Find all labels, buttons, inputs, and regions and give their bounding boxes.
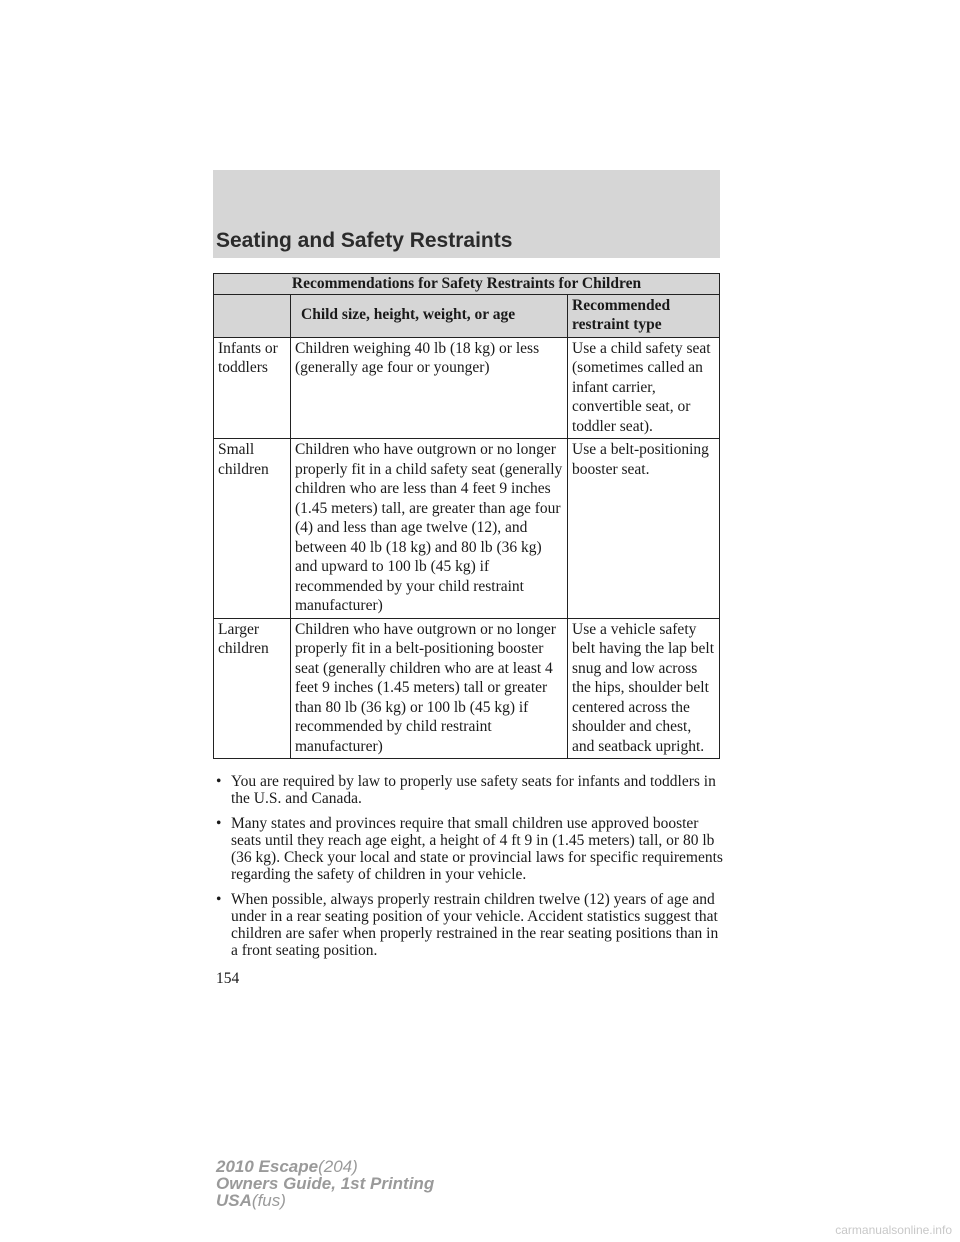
row-size: Children weighing 40 lb (18 kg) or less (generally age four or younger): [291, 337, 568, 439]
section-title: Seating and Safety Restraints: [216, 229, 513, 252]
table-caption: Recommendations for Safety Restraints for Children: [214, 274, 720, 295]
footer-model-code: (204): [318, 1157, 358, 1176]
site-watermark: carmanualsonline.info: [835, 1223, 952, 1237]
list-item-text: Many states and provinces require that small children use approved booster seats until they reach age eight, a height of 4 ft 9 in (1.45 meters) tall, or 80 lb (36 kg). Check your local and state or provincial laws for specific requirements regarding the safety of children in your vehicle.: [231, 815, 723, 883]
bullet-icon: •: [216, 773, 222, 790]
list-item-text: You are required by law to properly use safety seats for infants and toddlers in the U.S. and Canada.: [231, 773, 716, 807]
footer-model: 2010 Escape: [216, 1157, 319, 1176]
safety-notes-list: [216, 773, 726, 967]
row-size: Children who have outgrown or no longer properly fit in a child safety seat (generally children who are less than 4 feet 9 inches (1.45 meters) tall, are greater than age four (4) and less than age twelve (12), and between 40 lb (18 kg) and 80 lb (36 kg) and upward to 100 lb (45 kg) if recommended by your child restraint manufacturer): [291, 439, 568, 619]
table-caption-row: [214, 274, 720, 295]
list-item-text: When possible, always properly restrain children twelve (12) years of age and under in a rear seating position of your vehicle. Accident statistics suggest that children are safer when properly restrained in the rear seating positions than in a front seating position.: [231, 891, 719, 959]
footer-model-line: [216, 1158, 434, 1175]
list-item: [216, 891, 726, 959]
row-group: Larger children: [214, 618, 291, 759]
table-row: [214, 439, 720, 619]
table-row: [214, 337, 720, 439]
column-header-group: [214, 294, 291, 337]
page-number: 154: [216, 970, 240, 987]
row-restraint: Use a belt-positioning booster seat.: [568, 439, 720, 619]
table-header-row: [214, 294, 720, 337]
print-footer: [216, 1158, 434, 1209]
row-size: Children who have outgrown or no longer properly fit in a belt-positioning booster seat (generally children who are at least 4 feet 9 inches (1.45 meters) tall or greater than 80 lb (36 kg) or 100 lb (45 kg) if recommended by child restraint manufacturer): [291, 618, 568, 759]
column-header-restraint: Recommended restraint type: [568, 294, 720, 337]
row-restraint: Use a child safety seat (sometimes called an infant carrier, convertible seat, or toddler seat).: [568, 337, 720, 439]
bullet-icon: •: [216, 891, 222, 908]
column-header-size: Child size, height, weight, or age: [291, 294, 568, 337]
list-item: [216, 815, 726, 883]
footer-guide: Owners Guide, 1st Printing: [216, 1174, 435, 1193]
restraint-recommendations-table: [213, 273, 720, 759]
footer-market-line: [216, 1192, 434, 1209]
footer-market: USA: [216, 1191, 252, 1210]
row-group: Infants or toddlers: [214, 337, 291, 439]
bullet-icon: •: [216, 815, 222, 832]
row-restraint: Use a vehicle safety belt having the lap belt snug and low across the hips, shoulder belt centered across the shoulder and chest, and seatback upright.: [568, 618, 720, 759]
footer-market-code: (fus): [251, 1191, 286, 1210]
list-item: [216, 773, 726, 807]
table-row: [214, 618, 720, 759]
row-group: Small children: [214, 439, 291, 619]
